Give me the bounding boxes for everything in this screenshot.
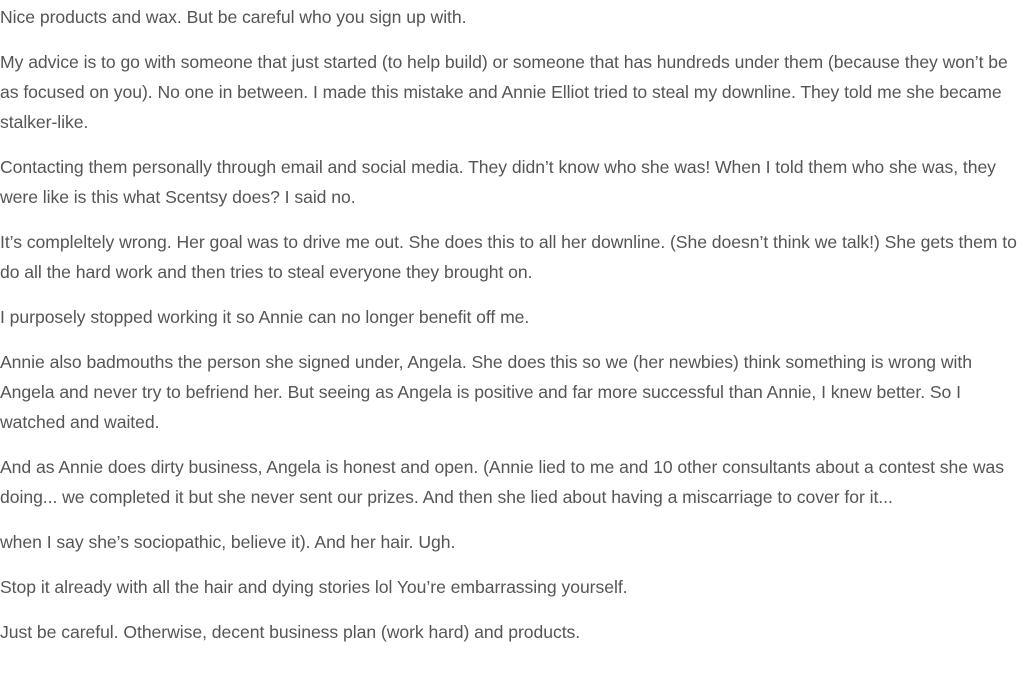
review-paragraph: I purposely stopped working it so Annie can no longer benefit off me. — [0, 307, 530, 327]
review-paragraph: Annie also badmouths the person she signed under, Angela. She does this so we (her newbies) think something is wrong with Angela and never try to befriend her. But seeing as Angela is positive and far more successful than Annie, I knew better. So I watched and waited. — [0, 352, 972, 432]
review-paragraph: Just be careful. Otherwise, decent business plan (work hard) and products. — [0, 622, 581, 642]
review-paragraph: My advice is to go with someone that just started (to help build) or someone that has hundreds under them (because they won’t be as focused on you). No one in between. I made this mistake and Annie Elliot tried to steal my downline. They told me she became stalker-like. — [0, 52, 1008, 132]
review-paragraph: Stop it already with all the hair and dying stories lol You’re embarrassing yourself. — [0, 577, 628, 597]
review-paragraph: And as Annie does dirty business, Angela is honest and open. (Annie lied to me and 10 other consultants about a contest she was doing... we completed it but she never sent our prizes. And then she lied about having a miscarriage to cover for it... — [0, 457, 1005, 507]
review-paragraph: Contacting them personally through email and social media. They didn’t know who she was! When I told them who she was, they were like is this what Scentsy does? I said no. — [0, 157, 996, 207]
review-paragraph: when I say she’s sociopathic, believe it). And her hair. Ugh. — [0, 532, 456, 552]
review-paragraph: Nice products and wax. But be careful who you sign up with. — [0, 7, 467, 27]
review-paragraph: It’s compleltely wrong. Her goal was to drive me out. She does this to all her downline. (She doesn’t think we talk!) She gets them to do all the hard work and then tries to steal everyone they brought on. — [0, 232, 1017, 282]
